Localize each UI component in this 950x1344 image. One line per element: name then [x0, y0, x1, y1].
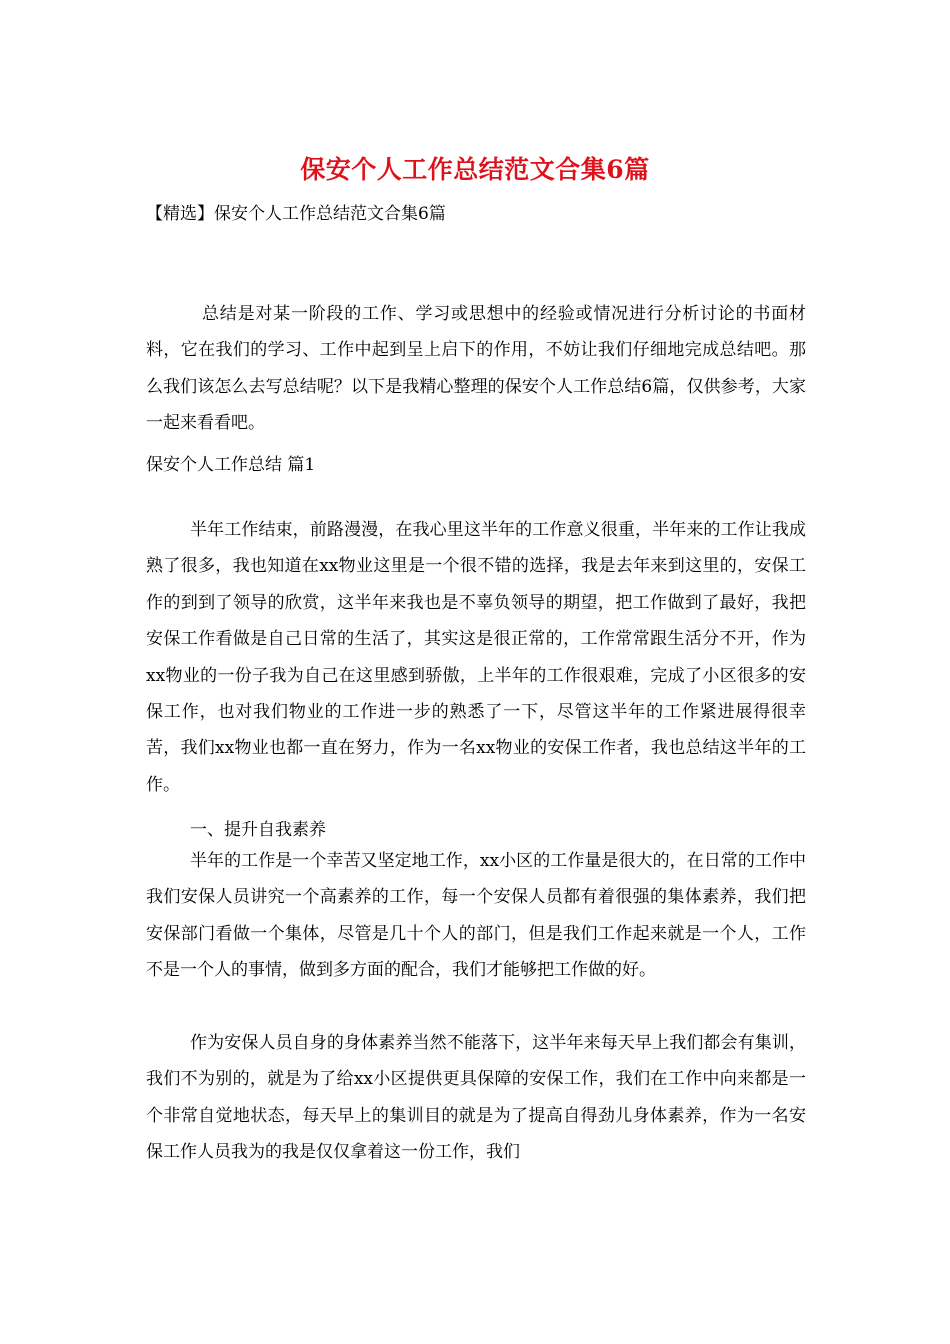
document-title: 保安个人工作总结范文合集6篇: [300, 155, 650, 184]
body-paragraph-1: 半年工作结束，前路漫漫，在我心里这半年的工作意义很重，半年来的工作让我成熟了很多，我也知道在xx物业这里是一个很不错的选择，我是去年来到这里的，安保工作的到到了领导的欣赏，这半年来我也是不辜负领导的期望，把工作做到了最好，我把安保工作看做是自己日常的生活了，其实这是很正常的，工作常常跟生活分不开，作为xx物业的一份子我为自己在这里感到骄傲，上半年的工作很艰难，完成了小区很多的安保工作，也对我们物业的工作进一步的熟悉了一下，尽管这半年的工作紧进展得很幸苦，我们xx物业也都一直在努力，作为一名xx物业的安保工作者，我也总结这半年的工作。: [146, 520, 806, 795]
subheading-1: 一、提升自我素养: [190, 820, 326, 840]
body-paragraph-3: 作为安保人员自身的身体素养当然不能落下，这半年来每天早上我们都会有集训，我们不为别的，就是为了给xx小区提供更具保障的安保工作，我们在工作中向来都是一个非常自觉地状态，每天早上的集训目的就是为了提高自得劲儿身体素养，作为一名安保工作人员我为的我是仅仅拿着这一份工作，我们: [146, 1033, 806, 1163]
document-subtitle: 【精选】保安个人工作总结范文合集6篇: [146, 204, 446, 224]
body-paragraph-2: 半年的工作是一个幸苦又坚定地工作，xx小区的工作量是很大的，在日常的工作中我们安保人员讲究一个高素养的工作，每一个安保人员都有着很强的集体素养，我们把安保部门看做一个集体，尽管是几十个人的部门，但是我们工作起来就是一个人，工作不是一个人的事情，做到多方面的配合，我们才能够把工作做的好。: [146, 851, 806, 981]
section-title: 保安个人工作总结 篇1: [146, 455, 316, 475]
intro-paragraph: 总结是对某一阶段的工作、学习或思想中的经验或情况进行分析讨论的书面材料，它在我们的学习、工作中起到呈上启下的作用，不妨让我们仔细地完成总结吧。那么我们该怎么去写总结呢？以下是我精心整理的保安个人工作总结6篇，仅供参考，大家一起来看看吧。: [146, 304, 806, 434]
